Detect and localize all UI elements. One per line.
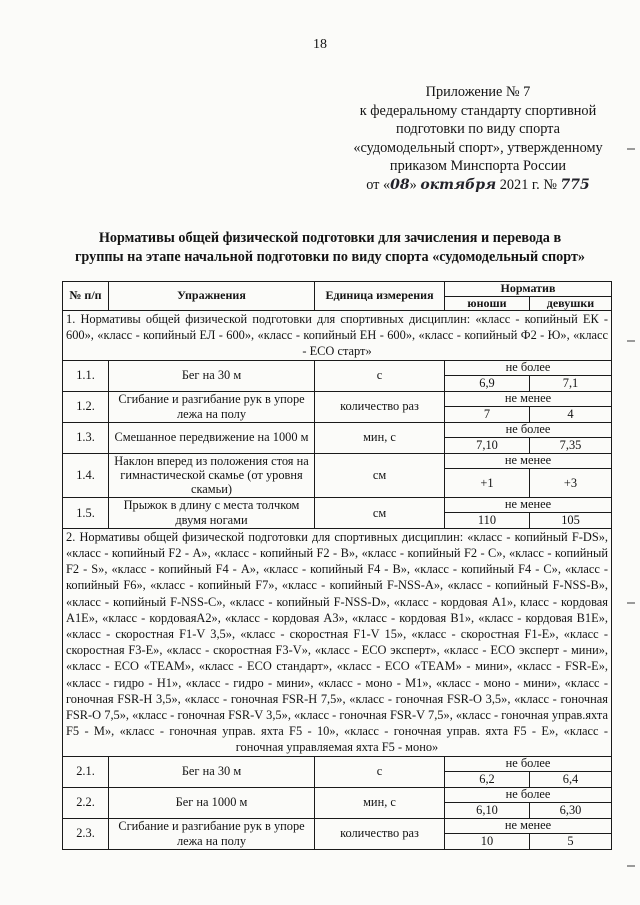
row-unit: количество раз: [315, 391, 445, 422]
row-exercise: Смешанное передвижение на 1000 м: [109, 422, 315, 453]
row-boys-value: 10: [445, 833, 530, 849]
row-boys-value: +1: [445, 468, 530, 497]
row-num: 1.2.: [63, 391, 109, 422]
row-unit: см: [315, 453, 445, 497]
section-2-heading: 2. Нормативы общей физической подготовки для спортивных дисциплин: «класс - копийный F-DS», «класс - копийный F2 - А», «класс - копийный F2 - В», «класс - копийный F2 - С», «класс - копийный F2 - S», «класс - копийный F4 - А», «класс - копийный F4 - В», «класс - копийный F4 - С», «класс - копийный F6», «класс - копийный F7», «класс - копийный F-NSS-A», «класс - копийный F-NSS-B», «класс - копийный F-NSS-C», «класс - копийный F-NSS-D», «класс - кордовая А1», класс - кордовая А1Е», «класс - кордоваяА2», «класс - кордовая А3», «класс - кордовая В1», «класс - кордовая В1Е», «класс - скоростная F1-V 3,5», «класс - скоростная F1-V 15», «класс - скоростная F1-E», «класс - скоростная F3-E», «класс - скоростная F3-V», «класс - ЕСО эксперт», «класс - ЕСО эксперт - мини», «класс - ЕСО «TEAM», «класс - ЕСО стандарт», «класс - ЕСО «TEAM» - мини», «класс - FSR-E», «класс - гидро - Н1», «класс - гидро - мини», «класс - моно - М1», «класс - моно - мини», «класс - гоночная FSR-H 3,5», «класс - гоночная FSR-H 7,5», «класс - гоночная FSR-O 3,5», «класс - гоночная FSR-O 7,5», «класс - гоночная FSR-V 3,5», «класс - гоночная FSR-V 7,5», «класс - гоночная управ.яхта F5 - М», «класс - гоночная управ. яхта F5 - 10», «класс - гоночная управ. яхта F5 - Е», «класс - гоночная управляемая яхта F5 - моно»: [63, 528, 612, 756]
row-unit: мин, с: [315, 787, 445, 818]
row-num: 1.5.: [63, 497, 109, 528]
section-row: [63, 311, 612, 361]
table-row: [63, 360, 612, 375]
row-exercise: Бег на 1000 м: [109, 787, 315, 818]
table-row: [63, 497, 612, 512]
header-row: [63, 282, 612, 297]
row-girls-value: +3: [530, 468, 612, 497]
row-exercise: Бег на 30 м: [109, 756, 315, 787]
row-boys-value: 110: [445, 512, 530, 528]
row-unit: количество раз: [315, 818, 445, 849]
row-boys-value: 6,2: [445, 771, 530, 787]
order-day: 08: [390, 176, 410, 193]
appendix-title: Приложение № 7: [425, 84, 531, 100]
row-unit: см: [315, 497, 445, 528]
row-girls-value: 6,30: [530, 802, 612, 818]
row-num: 2.1.: [63, 756, 109, 787]
row-condition: не менее: [445, 818, 612, 833]
binding-hole-mark: [627, 340, 635, 342]
appendix-line: приказом Минспорта России: [389, 158, 567, 175]
order-mid: »: [409, 176, 417, 193]
binding-hole-mark: [627, 865, 635, 867]
appendix-line: «судомодельный спорт», утвержденному: [353, 139, 603, 156]
row-num: 2.2.: [63, 787, 109, 818]
row-unit: с: [315, 756, 445, 787]
table-row: [63, 756, 612, 771]
row-exercise: Наклон вперед из положения стоя на гимнастической скамье (от уровня скамьи): [109, 453, 315, 497]
page-number: 18: [313, 37, 327, 52]
table-row: [63, 391, 612, 406]
order-prefix: от «: [366, 176, 391, 193]
row-unit: мин, с: [315, 422, 445, 453]
row-condition: не более: [445, 360, 612, 375]
document-title: [60, 229, 600, 267]
title-line: Нормативы общей физической подготовки для зачисления и перевода в: [98, 230, 562, 246]
section-1-heading: 1. Нормативы общей физической подготовки для спортивных дисциплин: «класс - копийный ЕК - 600», «класс - копийный ЕЛ - 600», «класс - копийный ЕН - 600», «класс - копийный Ф2 - Ю», «класс - ЕСО старт»: [63, 311, 612, 361]
order-number: 775: [560, 176, 590, 193]
row-boys-value: 7: [445, 406, 530, 422]
row-condition: не более: [445, 422, 612, 437]
row-condition: не менее: [445, 497, 612, 512]
row-num: 1.1.: [63, 360, 109, 391]
table-row: [63, 818, 612, 833]
row-condition: не более: [445, 787, 612, 802]
binding-hole-mark: [627, 148, 635, 150]
appendix-block: [330, 83, 626, 195]
row-girls-value: 5: [530, 833, 612, 849]
table-row: [63, 787, 612, 802]
header-exercise: Упражнения: [109, 282, 315, 311]
title-line: группы на этапе начальной подготовки по виду спорта «судомодельный спорт»: [74, 249, 586, 265]
row-condition: не более: [445, 756, 612, 771]
header-num: № п/п: [63, 282, 109, 311]
row-exercise: Сгибание и разгибание рук в упоре лежа на полу: [109, 818, 315, 849]
row-num: 1.4.: [63, 453, 109, 497]
row-girls-value: 7,35: [530, 437, 612, 453]
row-num: 1.3.: [63, 422, 109, 453]
order-date-line: [330, 176, 626, 195]
table-row: [63, 453, 612, 468]
row-girls-value: 6,4: [530, 771, 612, 787]
header-boys: юноши: [445, 296, 530, 311]
row-unit: с: [315, 360, 445, 391]
appendix-line: подготовки по виду спорта: [396, 121, 560, 138]
section-row: [63, 528, 612, 756]
row-num: 2.3.: [63, 818, 109, 849]
header-norm: Норматив: [445, 282, 612, 297]
header-unit: Единица измерения: [315, 282, 445, 311]
row-boys-value: 6,10: [445, 802, 530, 818]
appendix-line: к федеральному стандарту спортивной: [359, 102, 597, 119]
row-boys-value: 7,10: [445, 437, 530, 453]
binding-hole-mark: [627, 602, 635, 604]
row-girls-value: 4: [530, 406, 612, 422]
row-condition: не менее: [445, 391, 612, 406]
row-girls-value: 7,1: [530, 375, 612, 391]
row-exercise: Прыжок в длину с места толчком двумя ногами: [109, 497, 315, 528]
row-boys-value: 6,9: [445, 375, 530, 391]
order-year: 2021 г. №: [499, 176, 557, 193]
header-girls: девушки: [530, 296, 612, 311]
row-exercise: Бег на 30 м: [109, 360, 315, 391]
row-exercise: Сгибание и разгибание рук в упоре лежа на полу: [109, 391, 315, 422]
order-month: октября: [420, 176, 497, 193]
table-row: [63, 422, 612, 437]
norms-table: [62, 281, 612, 850]
row-condition: не менее: [445, 453, 612, 468]
row-girls-value: 105: [530, 512, 612, 528]
